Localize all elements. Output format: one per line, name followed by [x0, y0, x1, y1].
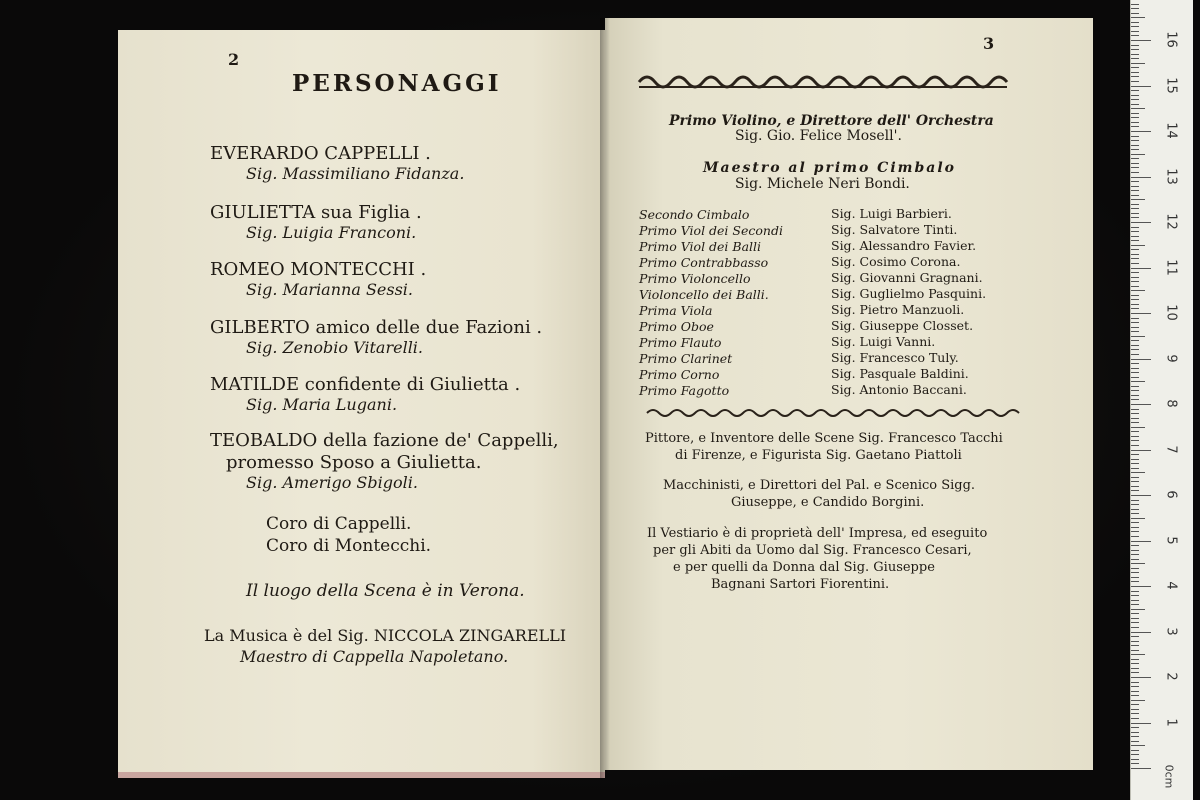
first-violin-role: Primo Violino, e Direttore dell' Orchestra [669, 113, 994, 129]
ruler-tick [1131, 304, 1139, 305]
ruler-tick [1131, 591, 1139, 592]
instrument-player: Sig. Luigi Barbieri. [831, 206, 952, 221]
ruler-tick [1131, 58, 1139, 59]
ruler-tick [1131, 422, 1139, 423]
ruler-tick [1131, 35, 1139, 36]
ruler-tick [1131, 208, 1139, 209]
ruler-tick [1131, 108, 1145, 109]
ruler-tick [1131, 486, 1139, 487]
instrument-role: Secondo Cimbalo [639, 207, 750, 222]
page-number-right: 3 [983, 34, 995, 53]
ruler-tick [1131, 313, 1151, 314]
ruler-tick [1131, 613, 1139, 614]
ruler-tick [1131, 204, 1139, 205]
ruler-tick [1131, 327, 1139, 328]
ruler-tick [1131, 95, 1139, 96]
ruler-tick [1131, 272, 1139, 273]
first-violin-name: Sig. Gio. Felice Mosell'. [735, 128, 902, 144]
ruler-tick [1131, 741, 1139, 742]
ruler-number: 7 [1163, 444, 1179, 454]
costume-credit-line2: per gli Abiti da Uomo dal Sig. Francesco Cesari, [653, 543, 972, 558]
ruler-tick [1131, 745, 1145, 746]
ruler-tick [1131, 554, 1139, 555]
ruler-tick [1131, 354, 1139, 355]
chorus-line: Coro di Montecchi. [266, 536, 432, 556]
ruler-tick [1131, 99, 1139, 100]
character-singer: Sig. Amerigo Sbigoli. [246, 473, 418, 492]
costume-credit-line4: Bagnani Sartori Fiorentini. [711, 577, 890, 592]
ruler-tick [1131, 490, 1139, 491]
ruler-tick [1131, 641, 1139, 642]
ruler-tick [1131, 545, 1139, 546]
ruler-tick [1131, 286, 1139, 287]
ruler-tick [1131, 682, 1139, 683]
ruler-tick [1131, 258, 1139, 259]
ruler-tick [1131, 463, 1139, 464]
instrument-player: Sig. Salvatore Tinti. [831, 222, 958, 237]
ruler-tick [1131, 709, 1139, 710]
ruler-tick [1131, 509, 1139, 510]
ruler-tick [1131, 199, 1145, 200]
ruler-tick [1131, 563, 1145, 564]
ruler-tick [1131, 377, 1139, 378]
ruler-number: 5 [1163, 535, 1179, 545]
ruler-tick [1131, 536, 1139, 537]
ruler-tick [1131, 399, 1139, 400]
ruler-number: 2 [1163, 672, 1179, 681]
ruler-tick [1131, 277, 1139, 278]
right-page [605, 18, 1093, 770]
ruler-tick [1131, 349, 1139, 350]
instrument-player: Sig. Cosimo Corona. [831, 254, 961, 269]
left-page [118, 30, 605, 778]
ruler-tick [1131, 622, 1139, 623]
ruler-tick [1131, 245, 1145, 246]
character-singer: Sig. Luigia Franconi. [246, 223, 417, 242]
ruler-tick [1131, 668, 1139, 669]
ruler-tick [1131, 381, 1145, 382]
ruler-tick [1131, 40, 1151, 41]
ruler-tick [1131, 26, 1139, 27]
measuring-ruler [1130, 0, 1193, 800]
ruler-tick [1131, 609, 1145, 610]
composer-line: La Musica è del Sig. NICCOLA ZINGARELLI [204, 626, 567, 645]
ruler-number: 11 [1163, 258, 1179, 276]
character-name: GIULIETTA sua Figlia . [210, 202, 422, 223]
ruler-tick [1131, 240, 1139, 241]
ruler-tick [1131, 263, 1139, 264]
ruler-tick [1131, 295, 1139, 296]
ruler-tick [1131, 659, 1139, 660]
ruler-tick [1131, 231, 1139, 232]
character-singer: Sig. Massimiliano Fidanza. [246, 164, 465, 183]
ruler-tick [1131, 522, 1139, 523]
character-name-continued: promesso Sposo a Giulietta. [226, 452, 482, 473]
ruler-tick [1131, 308, 1139, 309]
ruler-tick [1131, 691, 1139, 692]
ruler-tick [1131, 126, 1139, 127]
ruler-tick [1131, 13, 1139, 14]
maestro-role: Maestro al primo Cimbalo [703, 160, 956, 176]
ruler-tick [1131, 627, 1139, 628]
ruler-tick [1131, 577, 1139, 578]
ruler-tick [1131, 454, 1139, 455]
ruler-tick [1131, 604, 1139, 605]
ruler-tick [1131, 359, 1151, 360]
ruler-tick [1131, 163, 1139, 164]
ruler-tick [1131, 104, 1139, 105]
ruler-number: 1 [1163, 717, 1179, 727]
ruler-tick [1131, 550, 1139, 551]
ruler-tick [1131, 504, 1139, 505]
ruler-tick [1131, 436, 1139, 437]
ruler-tick [1131, 759, 1139, 760]
character-name: MATILDE confidente di Giulietta . [210, 374, 521, 395]
instrument-role: Primo Clarinet [639, 351, 733, 366]
ruler-tick [1131, 213, 1139, 214]
scenery-painter-continued: di Firenze, e Figurista Sig. Gaetano Piattoli [675, 448, 962, 463]
ruler-tick [1131, 595, 1139, 596]
ruler-tick [1131, 541, 1151, 542]
ruler-tick [1131, 345, 1139, 346]
ruler-number: 15 [1163, 76, 1179, 94]
ruler-number: 6 [1163, 490, 1179, 499]
ruler-tick [1131, 49, 1139, 50]
instrument-role: Primo Flauto [639, 335, 722, 350]
ruler-tick [1131, 495, 1151, 496]
ruler-tick [1131, 136, 1139, 137]
ruler-tick [1131, 331, 1139, 332]
scenery-painter: Pittore, e Inventore delle Scene Sig. Francesco Tacchi [645, 431, 1003, 446]
character-name: GILBERTO amico delle due Fazioni . [210, 317, 543, 338]
ruler-tick [1131, 395, 1139, 396]
ruler-tick [1131, 513, 1139, 514]
ruler-tick [1131, 227, 1139, 228]
ruler-tick [1131, 322, 1139, 323]
ruler-tick [1131, 427, 1145, 428]
ruler-tick [1131, 31, 1139, 32]
page-number-left: 2 [228, 50, 240, 69]
ornament-top-border [635, 70, 1011, 94]
ruler-tick [1131, 167, 1139, 168]
ornament-divider [645, 406, 1025, 420]
ruler-tick [1131, 663, 1139, 664]
instrument-player: Sig. Pasquale Baldini. [831, 366, 969, 381]
ruler-number: 9 [1163, 353, 1179, 363]
ruler-tick [1131, 217, 1139, 218]
ruler-tick [1131, 336, 1145, 337]
ruler-tick [1131, 618, 1139, 619]
ruler-tick [1131, 581, 1139, 582]
ruler-tick [1131, 645, 1139, 646]
instrument-role: Primo Viol dei Balli [639, 239, 762, 254]
ruler-tick [1131, 572, 1139, 573]
ruler-number: 10 [1163, 304, 1179, 321]
instrument-role: Primo Oboe [639, 319, 714, 334]
ruler-tick [1131, 718, 1139, 719]
ruler-tick [1131, 654, 1145, 655]
ruler-tick [1131, 17, 1145, 18]
ruler-tick [1131, 172, 1139, 173]
ruler-tick [1131, 154, 1145, 155]
ruler-tick [1131, 190, 1139, 191]
ruler-tick [1131, 518, 1145, 519]
ruler-tick [1131, 754, 1139, 755]
ruler-tick [1131, 586, 1151, 587]
ruler-tick [1131, 54, 1139, 55]
ruler-tick [1131, 413, 1139, 414]
ruler-tick [1131, 686, 1139, 687]
instrument-player: Sig. Antonio Baccani. [831, 382, 967, 397]
character-name: TEOBALDO della fazione de' Cappelli, [210, 430, 559, 451]
ruler-tick [1131, 431, 1139, 432]
ruler-tick [1131, 768, 1151, 769]
ruler-tick [1131, 140, 1139, 141]
instrument-player: Sig. Pietro Manzuoli. [831, 302, 965, 317]
ruler-tick [1131, 186, 1139, 187]
ruler-tick [1131, 763, 1139, 764]
composer-title: Maestro di Cappella Napoletano. [240, 647, 509, 666]
ruler-tick [1131, 390, 1139, 391]
ruler-tick [1131, 568, 1139, 569]
ruler-tick [1131, 113, 1139, 114]
instrument-role: Primo Violoncello [639, 271, 751, 286]
ruler-tick [1131, 527, 1139, 528]
ruler-tick [1131, 713, 1139, 714]
book-gutter [600, 18, 610, 778]
ruler-tick [1131, 650, 1139, 651]
ruler-tick [1131, 727, 1139, 728]
ruler-tick [1131, 340, 1139, 341]
instrument-player: Sig. Guglielmo Pasquini. [831, 286, 987, 301]
instrument-player: Sig. Alessandro Favier. [831, 238, 977, 253]
ruler-tick [1131, 67, 1139, 68]
ruler-tick [1131, 600, 1139, 601]
ruler-tick [1131, 418, 1139, 419]
ruler-tick [1131, 249, 1139, 250]
ruler-tick [1131, 72, 1139, 73]
ruler-tick [1131, 195, 1139, 196]
ruler-tick [1131, 181, 1139, 182]
character-singer: Sig. Zenobio Vitarelli. [246, 338, 424, 357]
ruler-tick [1131, 409, 1139, 410]
chorus-line: Coro di Cappelli. [266, 514, 412, 534]
ruler-tick [1131, 90, 1139, 91]
instrument-player: Sig. Luigi Vanni. [831, 334, 936, 349]
ruler-tick [1131, 299, 1139, 300]
ruler-number: 13 [1163, 167, 1179, 185]
character-singer: Sig. Maria Lugani. [246, 395, 398, 414]
ruler-number: 4 [1163, 581, 1179, 590]
ruler-tick [1131, 268, 1151, 269]
ruler-tick [1131, 81, 1139, 82]
ruler-tick [1131, 281, 1139, 282]
instrument-player: Sig. Giovanni Gragnani. [831, 270, 983, 285]
ruler-tick [1131, 481, 1139, 482]
ruler-tick [1131, 468, 1139, 469]
costume-credit-line3: e per quelli da Donna dal Sig. Giuseppe [673, 560, 935, 575]
character-name: ROMEO MONTECCHI . [210, 259, 427, 280]
ruler-tick [1131, 672, 1139, 673]
ruler-tick [1131, 531, 1139, 532]
instrument-role: Primo Viol dei Secondi [639, 223, 783, 238]
ruler-tick [1131, 704, 1139, 705]
ruler-tick [1131, 318, 1139, 319]
ruler-tick [1131, 736, 1139, 737]
ruler-tick [1131, 477, 1139, 478]
ruler-number: 3 [1163, 626, 1179, 636]
maestro-name: Sig. Michele Neri Bondi. [735, 176, 910, 192]
machinists: Macchinisti, e Direttori del Pal. e Scenico Sigg. [663, 478, 976, 493]
ruler-tick [1131, 177, 1151, 178]
ruler-tick [1131, 445, 1139, 446]
ruler-tick [1131, 500, 1139, 501]
instrument-player: Sig. Giuseppe Closset. [831, 318, 974, 333]
ruler-tick [1131, 117, 1139, 118]
ruler-tick [1131, 386, 1139, 387]
ruler-tick [1131, 122, 1139, 123]
ruler-tick [1131, 372, 1139, 373]
ruler-tick [1131, 459, 1139, 460]
ruler-tick [1131, 695, 1139, 696]
ruler-number: 12 [1163, 213, 1179, 230]
ruler-tick [1131, 290, 1145, 291]
ruler-tick [1131, 236, 1139, 237]
ruler-tick [1131, 723, 1151, 724]
ruler-tick [1131, 700, 1145, 701]
ruler-tick [1131, 254, 1139, 255]
character-name: EVERARDO CAPPELLI . [210, 143, 431, 164]
ruler-tick [1131, 158, 1139, 159]
page-title: PERSONAGGI [292, 70, 502, 97]
ruler-tick [1131, 450, 1151, 451]
ruler-tick [1131, 4, 1139, 5]
ruler-tick [1131, 363, 1139, 364]
ruler-number: 16 [1163, 31, 1179, 48]
instrument-player: Sig. Francesco Tuly. [831, 350, 959, 365]
instrument-role: Primo Fagotto [639, 383, 730, 398]
ruler-tick [1131, 145, 1139, 146]
instrument-role: Violoncello dei Balli. [639, 287, 769, 302]
machinists-continued: Giuseppe, e Candido Borgini. [731, 495, 925, 510]
scene-location: Il luogo della Scena è in Verona. [246, 581, 525, 601]
ruler-unit-label: 0cm [1162, 764, 1176, 789]
character-singer: Sig. Marianna Sessi. [246, 280, 414, 299]
costume-credit: Il Vestiario è di proprietà dell' Impresa, ed eseguito [647, 526, 988, 541]
ruler-tick [1131, 404, 1151, 405]
ruler-tick [1131, 222, 1151, 223]
ruler-tick [1131, 559, 1139, 560]
ruler-tick [1131, 63, 1145, 64]
ruler-tick [1131, 632, 1151, 633]
ruler-tick [1131, 677, 1151, 678]
ruler-tick [1131, 750, 1139, 751]
ruler-tick [1131, 368, 1139, 369]
ruler-tick [1131, 8, 1139, 9]
ruler-tick [1131, 636, 1139, 637]
ruler-tick [1131, 149, 1139, 150]
instrument-role: Primo Corno [639, 367, 720, 382]
ruler-tick [1131, 76, 1139, 77]
instrument-role: Prima Viola [639, 303, 713, 318]
ruler-tick [1131, 45, 1139, 46]
ruler-tick [1131, 732, 1139, 733]
ruler-tick [1131, 22, 1139, 23]
ruler-number: 14 [1163, 122, 1179, 139]
ruler-tick [1131, 440, 1139, 441]
ruler-tick [1131, 131, 1151, 132]
ruler-tick [1131, 472, 1145, 473]
ruler-tick [1131, 86, 1151, 87]
ruler-number: 8 [1163, 399, 1179, 408]
instrument-role: Primo Contrabbasso [639, 255, 769, 270]
